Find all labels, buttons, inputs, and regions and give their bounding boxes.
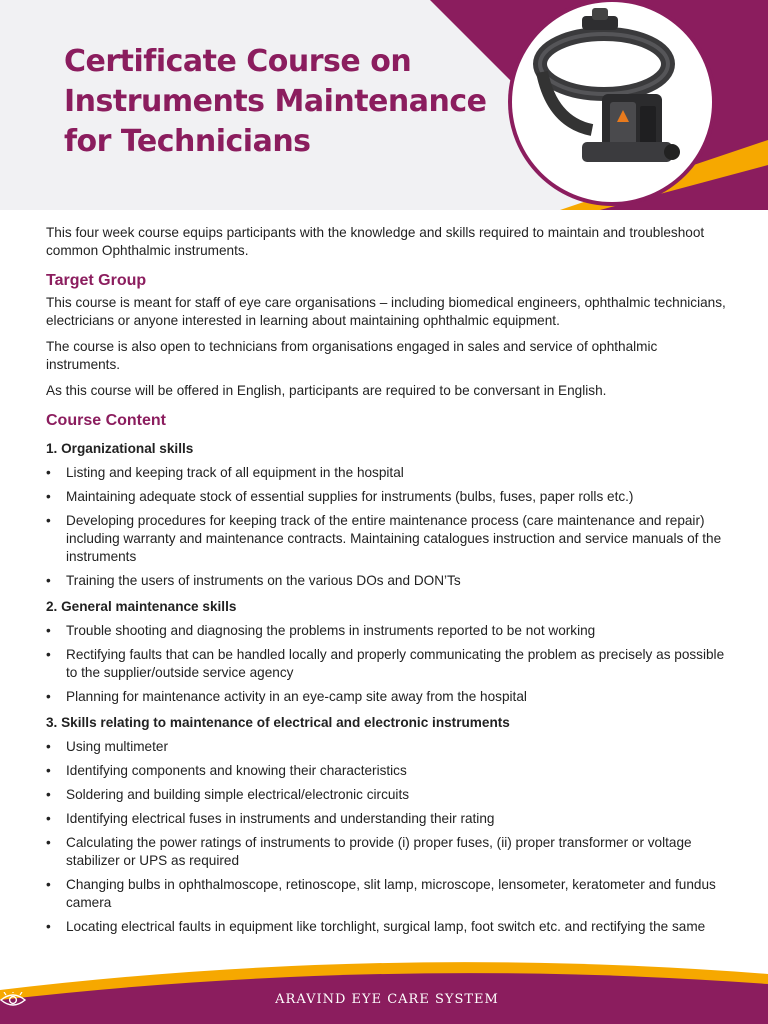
section-title: 3. Skills relating to maintenance of electrical and electronic instruments [46,715,510,730]
list-item [46,646,726,682]
list-item-text: Changing bulbs in ophthalmoscope, retinoscope, slit lamp, microscope, lensometer, keratometer and fundus camera [66,877,716,910]
bullet-list [46,464,726,590]
list-item [46,762,726,780]
list-item-text: Developing procedures for keeping track of the entire maintenance process (care maintenance and repair) including warranty and maintenance contracts. Maintaining catalogues instruction and service manuals of the instruments [66,513,722,564]
bullet-icon: • [46,689,51,704]
list-item [46,738,726,756]
title-line: Certificate Course on [64,44,412,79]
bullet-icon: • [46,877,51,892]
bullet-icon: • [46,573,51,588]
list-item [46,572,726,590]
list-item-text: Trouble shooting and diagnosing the problems in instruments reported to be not working [66,623,596,638]
section-title: 1. Organizational skills [46,441,194,456]
list-item [46,688,726,706]
list-item-text: Training the users of instruments on the various DOs and DON’Ts [66,573,461,588]
main-content [46,224,726,942]
target-group-paragraph: This course is meant for staff of eye care organisations – including biomedical engineers, ophthalmic technicians, electricians or anyone interested in learning about maintaining ophthalmic equipment. [46,295,726,328]
bullet-list [46,622,726,706]
target-group-paragraph: The course is also open to technicians from organisations engaged in sales and service of ophthalmic instruments. [46,339,658,372]
bullet-icon: • [46,489,51,504]
header-banner [0,0,768,210]
bullet-list [46,738,726,936]
list-item [46,810,726,828]
list-item-text: Listing and keeping track of all equipment in the hospital [66,465,404,480]
bullet-icon: • [46,811,51,826]
list-item-text: Planning for maintenance activity in an eye-camp site away from the hospital [66,689,527,704]
ophthalmoscope-headset-image [512,2,712,202]
intro-paragraph: This four week course equips participants with the knowledge and skills required to maintain and troubleshoot common Ophthalmic instruments. [46,225,705,258]
list-item-text: Soldering and building simple electrical/electronic circuits [66,787,410,802]
course-content-heading: Course Content [46,412,166,429]
bullet-icon: • [46,513,51,528]
target-group-paragraph: As this course will be offered in English, participants are required to be conversant in English. [46,383,607,398]
list-item [46,876,726,912]
list-item [46,834,726,870]
footer-brand-text: ARAVIND EYE CARE SYSTEM [275,992,499,1007]
list-item-text: Identifying electrical fuses in instruments and understanding their rating [66,811,495,826]
list-item-text: Rectifying faults that can be handled locally and properly communicating the problem as precisely as possible to the supplier/outside service agency [66,647,725,680]
list-item-text: Maintaining adequate stock of essential supplies for instruments (bulbs, fuses, paper rolls etc.) [66,489,634,504]
bullet-icon: • [46,919,51,934]
product-photo [512,2,712,202]
footer-decoration [0,950,768,1024]
list-item-text: Calculating the power ratings of instruments to provide (i) proper fuses, (ii) proper transformer or voltage stabilizer or UPS as required [66,835,692,868]
title-line: Instruments Maintenance [64,84,487,119]
list-item-text: Using multimeter [66,739,168,754]
page-title [64,42,494,162]
target-group-heading: Target Group [46,272,147,289]
bullet-icon: • [46,835,51,850]
list-item [46,512,726,566]
bullet-icon: • [46,465,51,480]
list-item [46,464,726,482]
title-line: for Technicians [64,124,311,159]
bullet-icon: • [46,623,51,638]
list-item [46,622,726,640]
list-item [46,786,726,804]
list-item-text: Locating electrical faults in equipment like torchlight, surgical lamp, foot switch etc. and rectifying the same [66,919,706,934]
section-title: 2. General maintenance skills [46,599,237,614]
bullet-icon: • [46,739,51,754]
list-item [46,488,726,506]
footer-banner [0,950,768,1024]
footer-brand [0,992,768,1007]
list-item [46,918,726,936]
bullet-icon: • [46,763,51,778]
list-item-text: Identifying components and knowing their characteristics [66,763,407,778]
bullet-icon: • [46,787,51,802]
bullet-icon: • [46,647,51,662]
